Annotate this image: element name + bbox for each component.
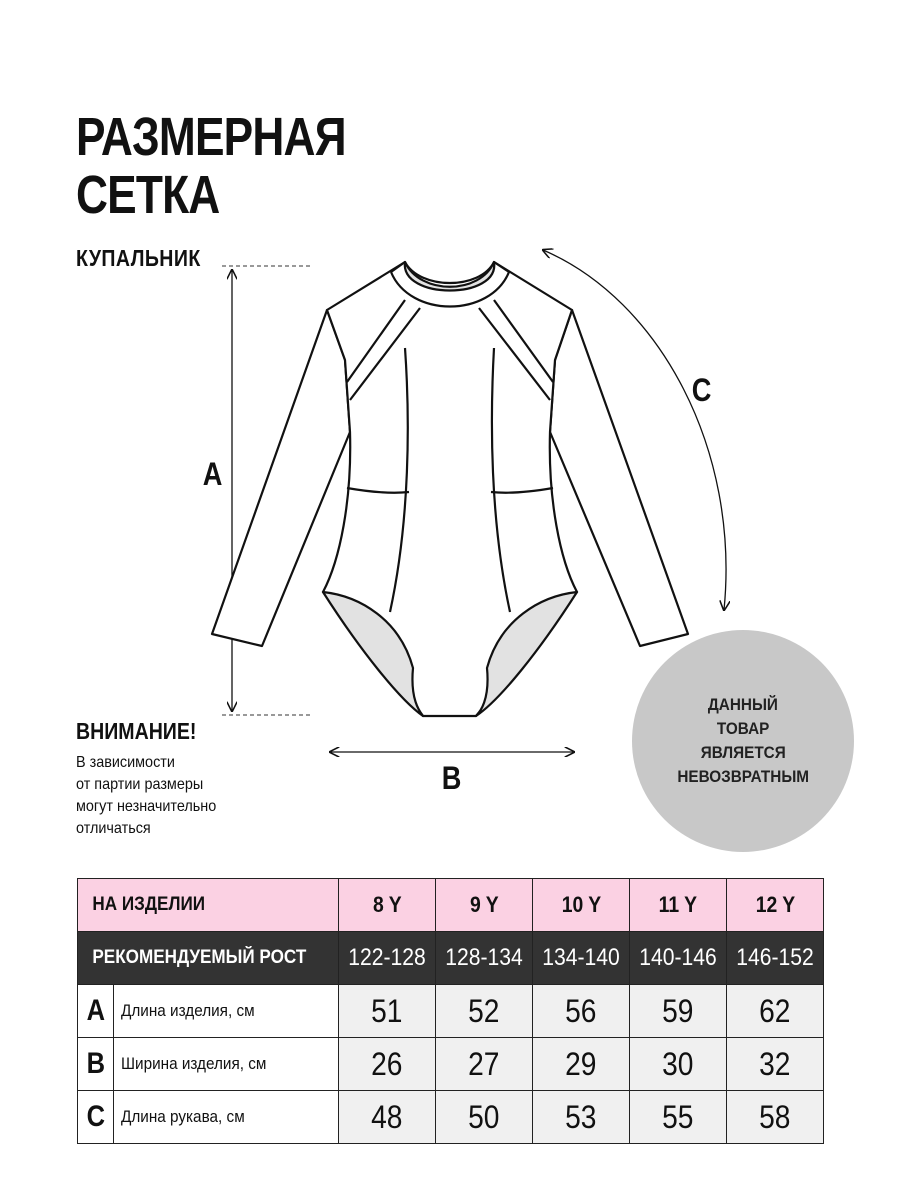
- header-label-cell: [78, 879, 339, 932]
- value-cell: 26: [339, 1038, 436, 1091]
- value-cell: 55: [630, 1091, 727, 1144]
- badge-line: НЕВОЗВРАТНЫМ: [677, 767, 809, 786]
- height-label-cell: [78, 932, 339, 985]
- size-table: [77, 878, 824, 1144]
- value-cell: 62: [727, 985, 824, 1038]
- badge-line: ДАННЫЙ: [707, 695, 779, 714]
- size-header: 9 Y: [436, 879, 533, 932]
- table-header-row: [78, 879, 824, 932]
- warning-text: [76, 752, 274, 840]
- title-line: СЕТКА: [76, 165, 220, 225]
- value-cell: 29: [533, 1038, 630, 1091]
- value-cell: 48: [339, 1091, 436, 1144]
- height-value: 122-128: [339, 932, 436, 985]
- row-letter: B: [78, 1038, 114, 1091]
- warning-line: от партии размеры: [76, 776, 204, 793]
- badge-line: ЯВЛЯЕТСЯ: [700, 743, 786, 762]
- value-cell: 58: [727, 1091, 824, 1144]
- measure-label-b: B: [441, 760, 462, 796]
- row-label: Длина изделия, см: [114, 985, 339, 1038]
- row-letter: C: [78, 1091, 114, 1144]
- height-value: 140-146: [630, 932, 727, 985]
- row-label: Ширина изделия, см: [114, 1038, 339, 1091]
- warning-line: отличаться: [76, 820, 151, 837]
- value-cell: 51: [339, 985, 436, 1038]
- measure-label-c: C: [691, 372, 712, 408]
- value-cell: 27: [436, 1038, 533, 1091]
- measure-label-a: A: [202, 456, 223, 492]
- product-subtitle: КУПАЛЬНИК: [76, 245, 201, 271]
- value-cell: 56: [533, 985, 630, 1038]
- row-letter: A: [78, 985, 114, 1038]
- warning-title: ВНИМАНИЕ!: [76, 718, 197, 744]
- badge-line: ТОВАР: [716, 719, 770, 738]
- size-header: 8 Y: [339, 879, 436, 932]
- header-label: НА ИЗДЕЛИИ: [92, 894, 206, 915]
- height-label: РЕКОМЕНДУЕМЫЙ РОСТ: [92, 947, 307, 968]
- value-cell: 52: [436, 985, 533, 1038]
- value-cell: 53: [533, 1091, 630, 1144]
- size-header: 10 Y: [533, 879, 630, 932]
- value-cell: 59: [630, 985, 727, 1038]
- table-row: [78, 985, 824, 1038]
- warning-line: могут незначительно: [76, 798, 217, 815]
- height-value: 146-152: [727, 932, 824, 985]
- title-line: РАЗМЕРНАЯ: [76, 107, 346, 167]
- row-label: Длина рукава, см: [114, 1091, 339, 1144]
- swimsuit-outline: [212, 262, 688, 716]
- value-cell: 32: [727, 1038, 824, 1091]
- value-cell: 50: [436, 1091, 533, 1144]
- warning-line: В зависимости: [76, 754, 175, 771]
- height-value: 128-134: [436, 932, 533, 985]
- height-row: [78, 932, 824, 985]
- size-header: 12 Y: [727, 879, 824, 932]
- value-cell: 30: [630, 1038, 727, 1091]
- table-row: [78, 1091, 824, 1144]
- non-returnable-badge: [632, 630, 854, 852]
- size-header: 11 Y: [630, 879, 727, 932]
- height-value: 134-140: [533, 932, 630, 985]
- table-row: [78, 1038, 824, 1091]
